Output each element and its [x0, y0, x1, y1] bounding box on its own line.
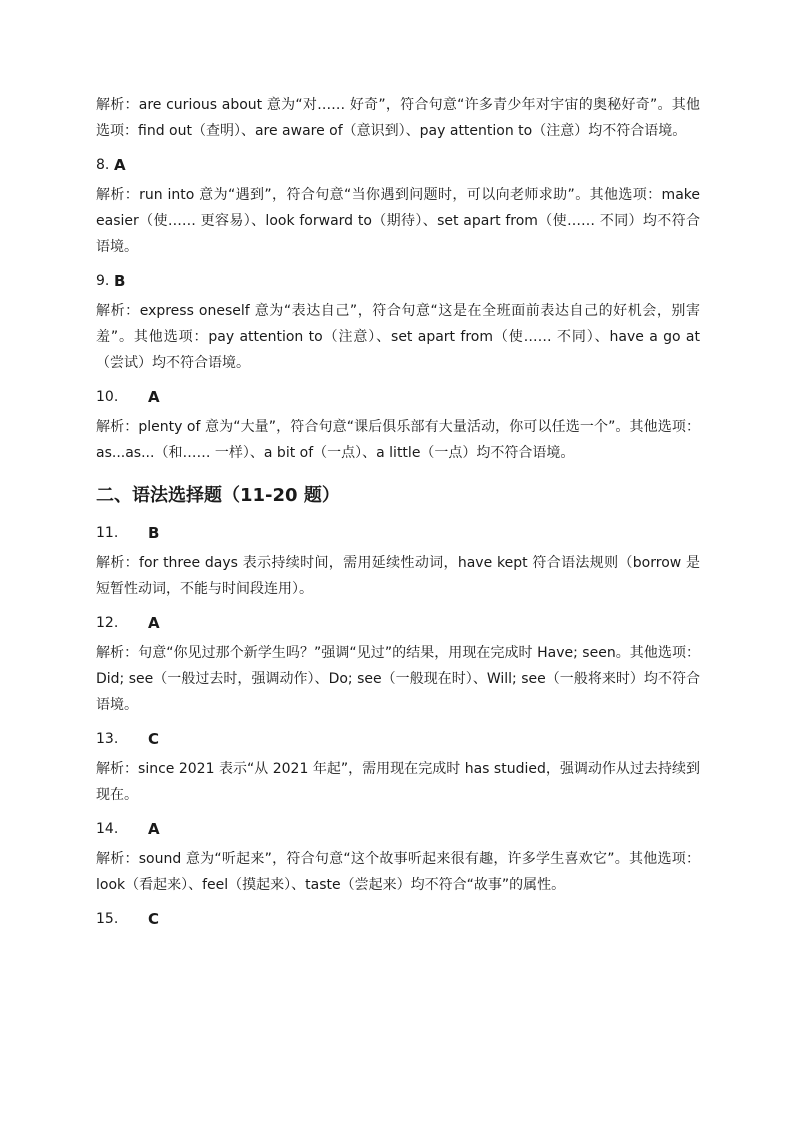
section-heading: 二、语法选择题（11-20 题） [96, 485, 340, 506]
question-number: 11. [96, 525, 119, 541]
answer-letter: C [148, 730, 160, 748]
answer-letter: A [114, 156, 126, 174]
question-number: 10. [96, 389, 119, 405]
explanation-text: 解析：since 2021 表示“从 2021 年起”，需用现在完成时 has studied，强调动作从过去持续到现在。 [96, 761, 700, 803]
question-number: 14. [96, 821, 119, 837]
answer-letter: A [148, 388, 160, 406]
question-number-row [96, 612, 700, 634]
question-number-row [96, 908, 700, 930]
intro-explanation: 解析：are curious about 意为“对…… 好奇”，符合句意“许多青少年对宇宙的奥秘好奇”。其他选项：find out（查明）、are aware of（意识到）、pay attention to（注意）均不符合语境。 [96, 97, 700, 139]
question-number-row [96, 270, 700, 292]
explanation-text: 解析：for three days 表示持续时间，需用延续性动词，have kept 符合语法规则（borrow 是短暂性动词，不能与时间段连用）。 [96, 555, 700, 597]
answer-letter: A [148, 614, 160, 632]
question-block [96, 728, 700, 808]
question-block [96, 154, 700, 260]
question-block [96, 270, 700, 376]
answer-letter: B [148, 524, 160, 542]
question-number-row [96, 522, 700, 544]
explanation-text: 解析：run into 意为“遇到”，符合句意“当你遇到问题时，可以向老师求助”。其他选项：make easier（使…… 更容易）、look forward to（期待）、set apart from（使…… 不同）均不符合语境。 [96, 187, 700, 255]
answer-letter: B [114, 272, 126, 290]
question-number: 12. [96, 615, 119, 631]
document-page [96, 92, 700, 940]
question-block [96, 908, 700, 930]
explanation-text: 解析：express oneself 意为“表达自己”，符合句意“这是在全班面前表达自己的好机会，别害羞”。其他选项：pay attention to（注意）、set apart from（使…… 不同）、have a go at（尝试）均不符合语境。 [96, 303, 700, 371]
explanation-text: 解析：sound 意为“听起来”，符合句意“这个故事听起来很有趣，许多学生喜欢它”。其他选项：look（看起来）、feel（摸起来）、taste（尝起来）均不符合“故事”的属性。 [96, 851, 700, 893]
question-number: 8. [96, 157, 110, 173]
question-number: 9. [96, 273, 110, 289]
question-number: 13. [96, 731, 119, 747]
answer-letter: C [148, 910, 160, 928]
question-block [96, 522, 700, 602]
explanation-text: 解析：句意“你见过那个新学生吗？”强调“见过”的结果，用现在完成时 Have; seen。其他选项：Did; see（一般过去时，强调动作）、Do; see（一般现在时）、Will; see（一般将来时）均不符合语境。 [96, 645, 700, 713]
question-block [96, 818, 700, 898]
question-number-row [96, 818, 700, 840]
question-number-row [96, 154, 700, 176]
question-block [96, 612, 700, 718]
answer-letter: A [148, 820, 160, 838]
explanation-text: 解析：plenty of 意为“大量”，符合句意“课后俱乐部有大量活动，你可以任选一个”。其他选项：as...as...（和…… 一样）、a bit of（一点）、a little（一点）均不符合语境。 [96, 419, 700, 461]
question-number-row [96, 728, 700, 750]
question-number: 15. [96, 911, 119, 927]
question-block [96, 386, 700, 466]
question-number-row [96, 386, 700, 408]
